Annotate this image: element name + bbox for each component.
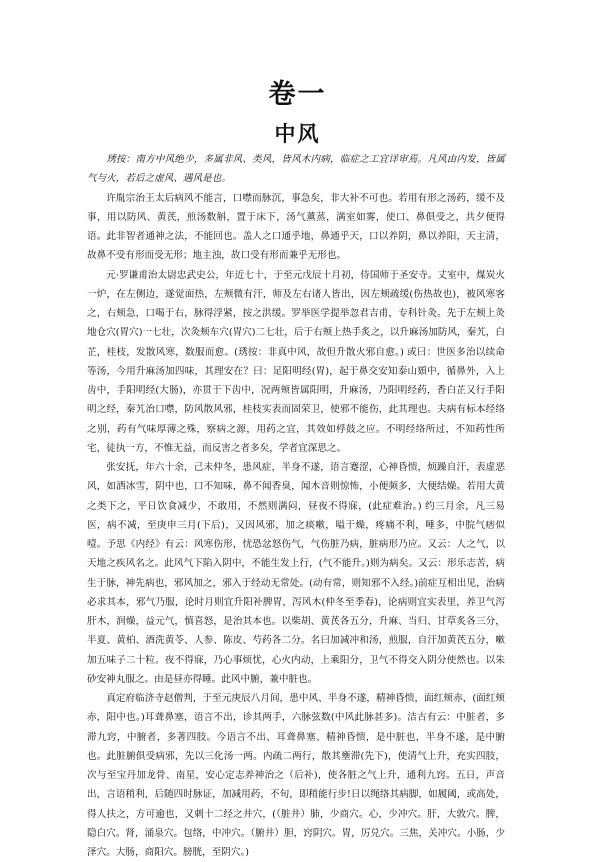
case-paragraph-luo-qianfu: 元·罗谦甫治太尉忠武史公，年近七十，于至元戊辰十月初，侍国师于圣安寺。丈室中，煤炭火一炉，在左侧边，遂觉面热，左颊微有汗，师及左右诸人皆出，因左颊疏缓(伤热故也)，被风寒客之，右颊急，口喝于右，脉得浮紧，按之洪缓。罗举医学提举忽君吉甫，专科针灸。先于左颊上灸地仓穴(胃穴)一七壮，次灸颊车穴(胃穴)二七壮，后于右颊上热手炙之，以升麻汤加防风，秦艽，白芷，桂枝，发散风寒，数服而愈。(琇按：非真中风，故但升散火邪自愈。) 或曰：世医多治以续命等汤，今用升麻汤加四味，其理安在？曰：足阳明经(胃)，起于鼻交安知泰山頞中，循鼻外，入上齿中，手阳明经(大肠)，亦贯于下齿中，况两颊皆属阳明，升麻汤，乃阳明经药，香白芷又行手阳明之经，秦艽治口噤，防风散风邪，桂枝实表而固荣卫，使邪不能伤，此其理也。夫病有标本经络之别，药有气味厚薄之殊，察病之源，用药之宜，其效如桴鼓之应。不明经络所过，不知药性所宅，徒执一方，不惟无益，而反害之者多矣，学者宜深思之。 <box>87 269 505 454</box>
volume-title: 卷一 <box>268 79 327 110</box>
editor-note-paragraph: 琇按：南方中风绝少，多属非风、类风，皆风木内病，临症之工宜详审焉。凡风由内发，皆属气与火，若后之虚风、遇风是也。 <box>87 154 505 185</box>
chapter-title: 中风 <box>274 121 321 146</box>
case-paragraph-zhang-anfu: 张安抚，年六十余，己未仲冬，患风症，半身不遂，语言蹇涩，心神昏愦，烦躁自汗，表虚恶风，如洒冰雪，阴中也，口不知味，鼻不闻香臭，闻木音则惊怖，小便频多，大便结燥。若用大黄之类下之，平日饮食减少，不敢用，不然则满闷，昼夜不得寐，(此症难治。) 约三月余，凡三易医，病不减，至庚申三月(下后)，又因风邪，加之痰嗽，嗌干燥，疼痛不利，唾多，中脘气痞似噎。予思《内经》有云：风寒伤形，忧恐忿怒伤气，气伤脏乃病，脏病形乃应。又云：人之气，以天地之疾风名之。此风气下陷入阴中，不能生发上行，(气不能升。)则为病矣。又云：形乐志苦，病生于脉，神先病也，邪风加之，邪入于经动无常处。(动有常，则知邪不入经。)前症互相出见，治病必求其本，邪气乃服，论时月则宜升阳补脾胃，泻风木(仲冬至季春)，论病则宜实表里，养卫气泻肝木，润燥，益元气，慎喜怒，是治其本也。以柴胡、黄芪各五分，升麻、当归、甘草炙各三分，半夏、黄柏、酒洗黄苓、人参、陈皮、芍药各二分。名曰加减冲和汤，煎服，自汗加黄芪五分，嗽加五味子二十粒。夜不得寐，乃心事烦忧，心火内动，上乘阳分，卫气不得交入阴分使然也。以朱砂安神丸服之。由是昼亦得睡。此风中腑，兼中脏也。 <box>87 462 505 685</box>
body-text <box>87 150 505 862</box>
case-paragraph-zhao-sengpan: 真定府临济寺赵僧判，于至元庚辰八月间，患中风、半身不遂，精神昏愦，面红颊赤，(面红颊赤，阳中也。)耳聋鼻塞，语言不出，诊其两手，六脉弦数(中风此脉甚多)。洁古有云：中脏者，多滞九窍，中腑者，多著四肢。今语言不出、耳聋鼻塞、精神昏愦，是中脏也，半身不遂，是中腑也。此脏腑俱受病邪，先以三化汤一两。内疏二两行，散其壅滞(先下)，使清气上升，充实四肢，次与至宝丹加龙骨、南星，安心定志养神治之（后补)，使各脏之气上升，通利九窍。五日，声音出，言语稍利，后随四时脉证，加减用药，不旬，即稍能行步!日以绳络其病脚，如履阈，或高处，得人扶之，方可逾也，又刺十二经之井穴，(（脏井）肺，少商穴。心，少冲穴。肝，大敦穴。脾，隐白穴。肾，涌泉穴。包络，中冲穴。（腑井）胆，窍阴穴。胃，厉兑穴。三焦，关冲穴。小肠，少泽穴。大肠，商阳穴。膀胱，至阴穴。) <box>87 693 505 858</box>
case-paragraph-xu-yinzong: 许胤宗治王太后病风不能言，口噤而脉沉，事急矣，非大补不可也。若用有形之汤药，缓不及事，用以防风、黄芪，煎汤数斛，置于床下，汤气薰蒸，满室如雾，使口、鼻俱受之，共夕便得语。此非智者通神之法，不能回也。盖人之口通乎地，鼻通乎天，口以养阴，鼻以养阳，天主清，故鼻不受有形而受无形；地主浊，故口受有形而兼乎无形也。 <box>87 192 505 262</box>
